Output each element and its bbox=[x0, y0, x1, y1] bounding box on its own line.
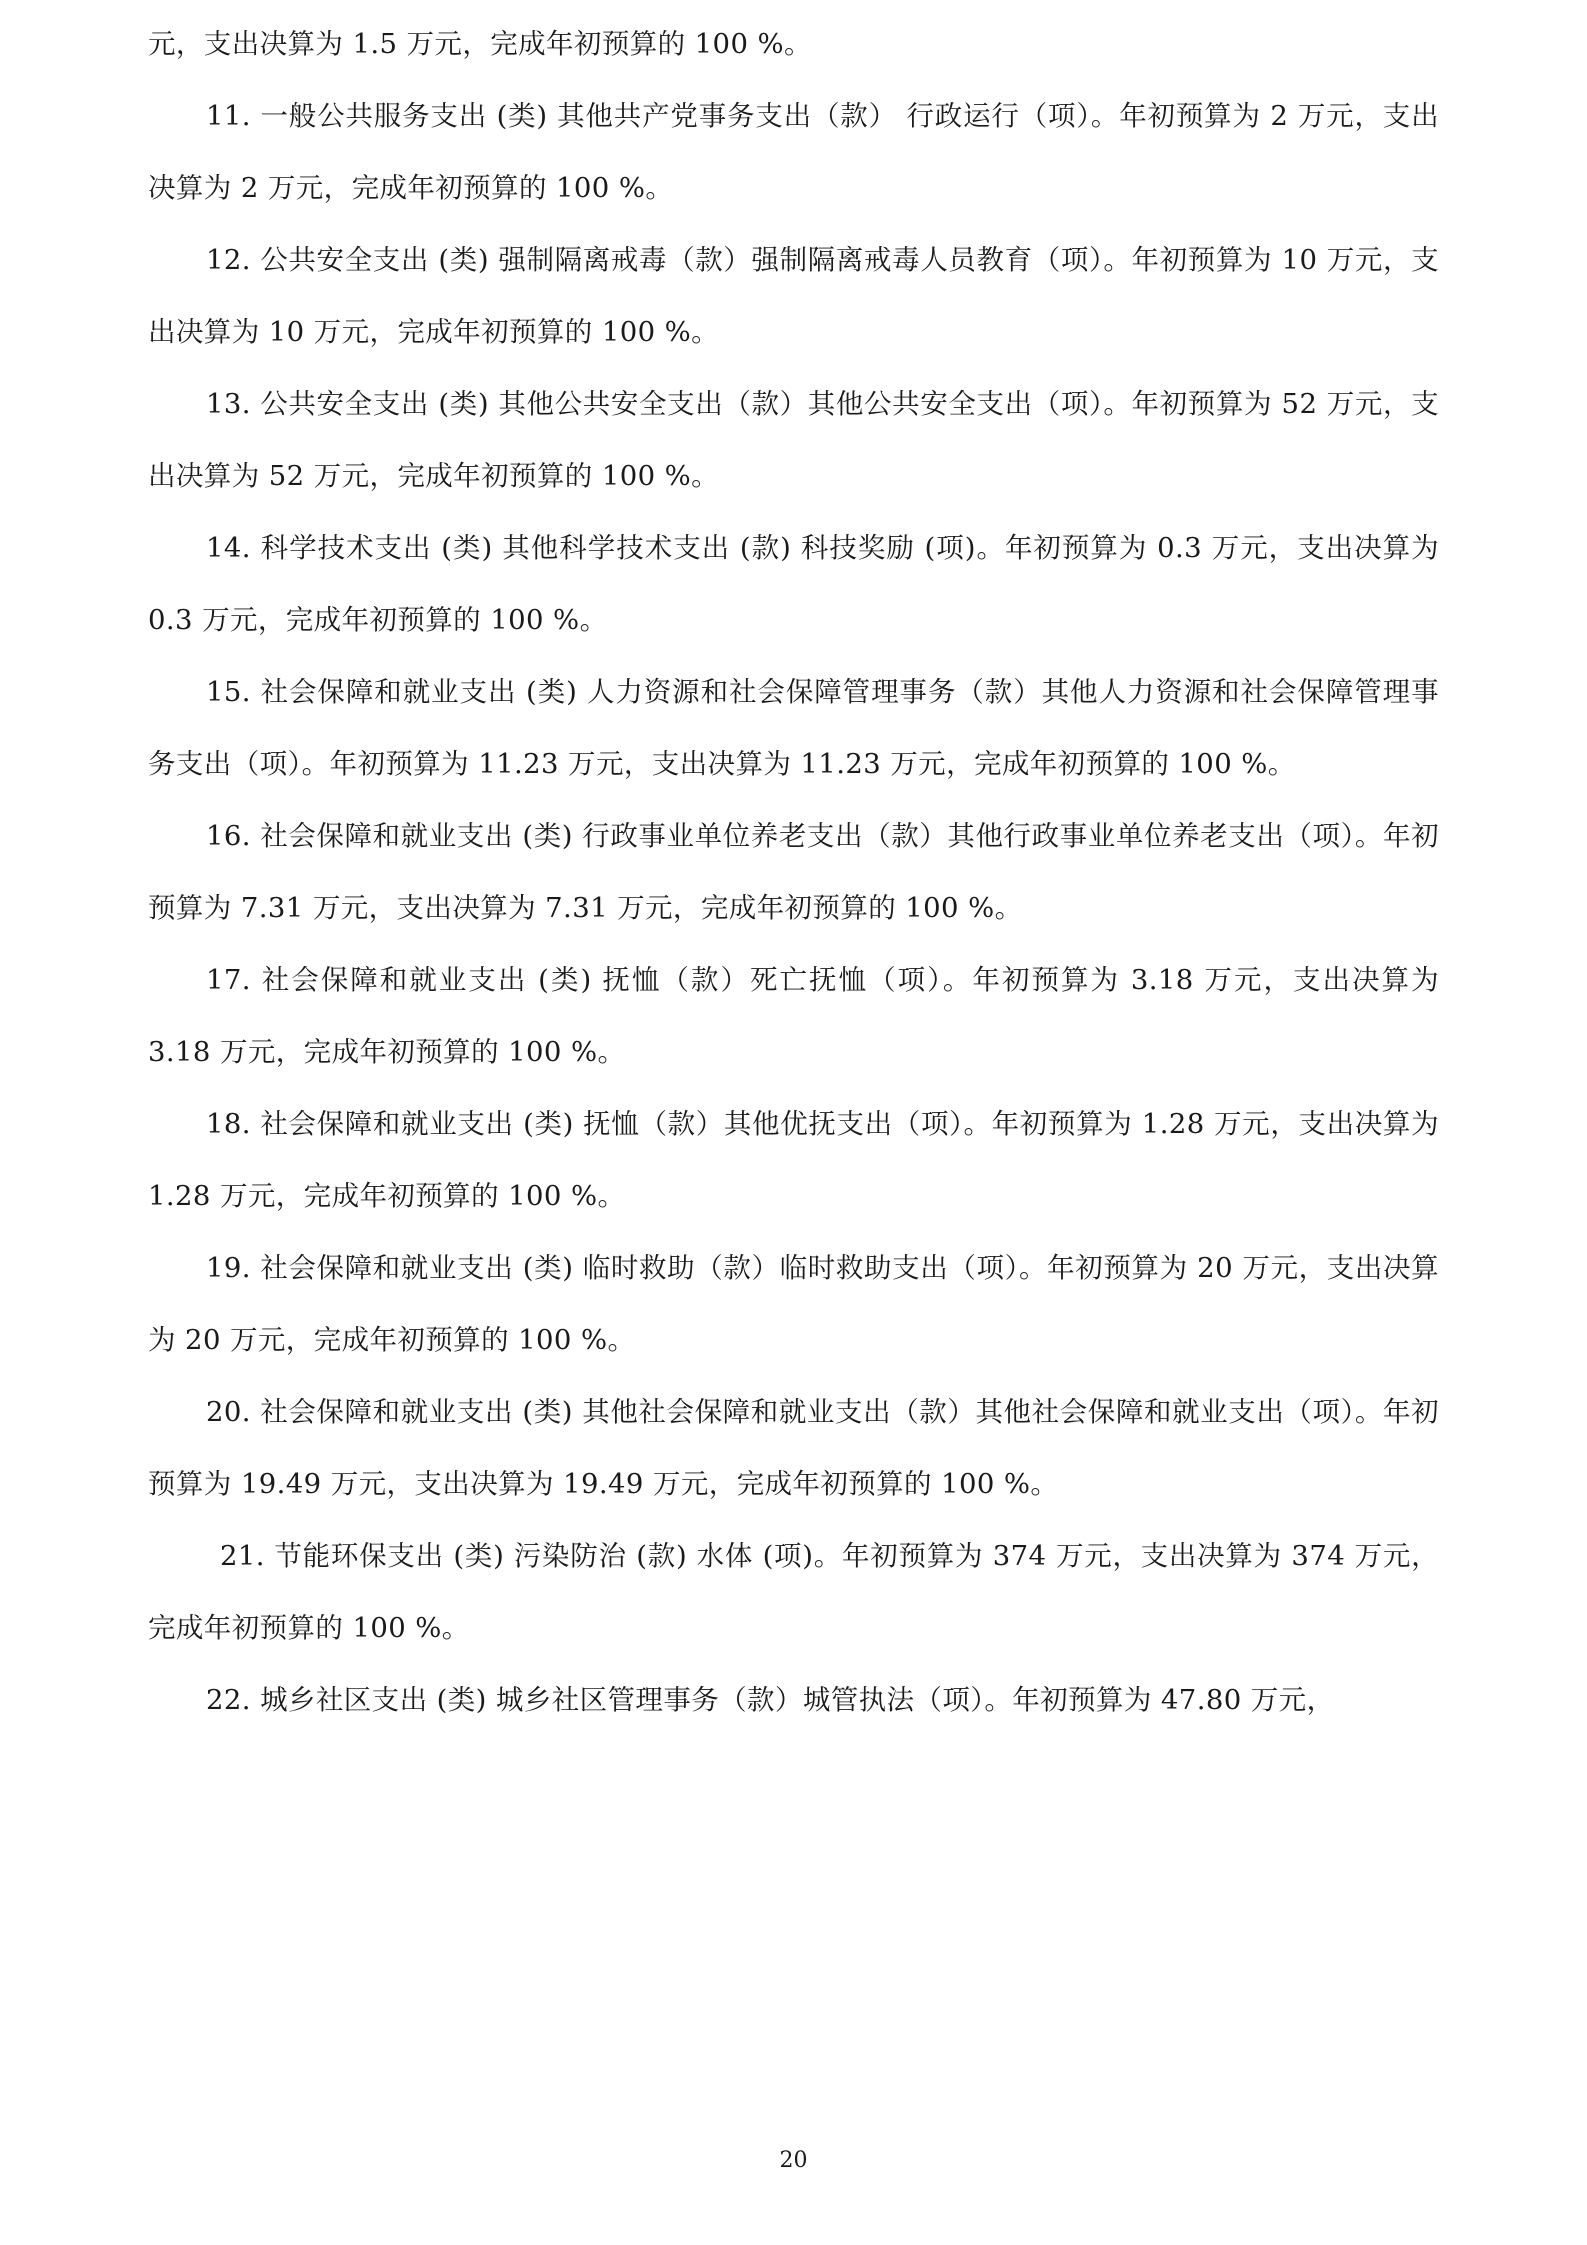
page-number: 20 bbox=[779, 2148, 808, 2173]
paragraph-continuation: 元，支出决算为 1.5 万元，完成年初预算的 100 %。 bbox=[148, 28, 812, 60]
paragraph-item-12: 12. 公共安全支出 (类) 强制隔离戒毒（款）强制隔离戒毒人员教育（项）。年初预算为 10 万元，支出决算为 10 万元，完成年初预算的 100 %。 bbox=[148, 244, 1439, 348]
paragraph-item-19: 19. 社会保障和就业支出 (类) 临时救助（款）临时救助支出（项）。年初预算为 20 万元，支出决算为 20 万元，完成年初预算的 100 %。 bbox=[148, 1252, 1439, 1356]
paragraph-item-14: 14. 科学技术支出 (类) 其他科学技术支出 (款) 科技奖励 (项)。年初预算为 0.3 万元，支出决算为 0.3 万元，完成年初预算的 100 %。 bbox=[148, 532, 1439, 636]
paragraph-item-16: 16. 社会保障和就业支出 (类) 行政事业单位养老支出（款）其他行政事业单位养老支出（项）。年初预算为 7.31 万元，支出决算为 7.31 万元，完成年初预算的 100 %。 bbox=[148, 820, 1439, 924]
paragraph-item-18: 18. 社会保障和就业支出 (类) 抚恤（款）其他优抚支出（项）。年初预算为 1.28 万元，支出决算为 1.28 万元，完成年初预算的 100 %。 bbox=[148, 1108, 1439, 1212]
paragraph-item-20: 20. 社会保障和就业支出 (类) 其他社会保障和就业支出（款）其他社会保障和就业支出（项）。年初预算为 19.49 万元，支出决算为 19.49 万元，完成年初预算的 100 %。 bbox=[148, 1396, 1439, 1500]
paragraph-item-13: 13. 公共安全支出 (类) 其他公共安全支出（款）其他公共安全支出（项）。年初预算为 52 万元，支出决算为 52 万元，完成年初预算的 100 %。 bbox=[148, 388, 1439, 492]
paragraph-item-22: 22. 城乡社区支出 (类) 城乡社区管理事务（款）城管执法（项）。年初预算为 47.80 万元， bbox=[206, 1684, 1335, 1716]
paragraph-item-11: 11. 一般公共服务支出 (类) 其他共产党事务支出（款） 行政运行（项）。年初预算为 2 万元，支出决算为 2 万元，完成年初预算的 100 %。 bbox=[148, 100, 1439, 204]
paragraph-item-15: 15. 社会保障和就业支出 (类) 人力资源和社会保障管理事务（款）其他人力资源和社会保障管理事务支出（项）。年初预算为 11.23 万元，支出决算为 11.23 万元，完成年初预算的 100 %。 bbox=[148, 676, 1439, 780]
paragraph-item-21: 21. 节能环保支出 (类) 污染防治 (款) 水体 (项)。年初预算为 374 万元，支出决算为 374 万元，完成年初预算的 100 %。 bbox=[148, 1540, 1439, 1644]
document-body bbox=[148, 0, 1439, 1736]
paragraph-item-17: 17. 社会保障和就业支出 (类) 抚恤（款）死亡抚恤（项）。年初预算为 3.18 万元，支出决算为 3.18 万元，完成年初预算的 100 %。 bbox=[148, 964, 1439, 1068]
